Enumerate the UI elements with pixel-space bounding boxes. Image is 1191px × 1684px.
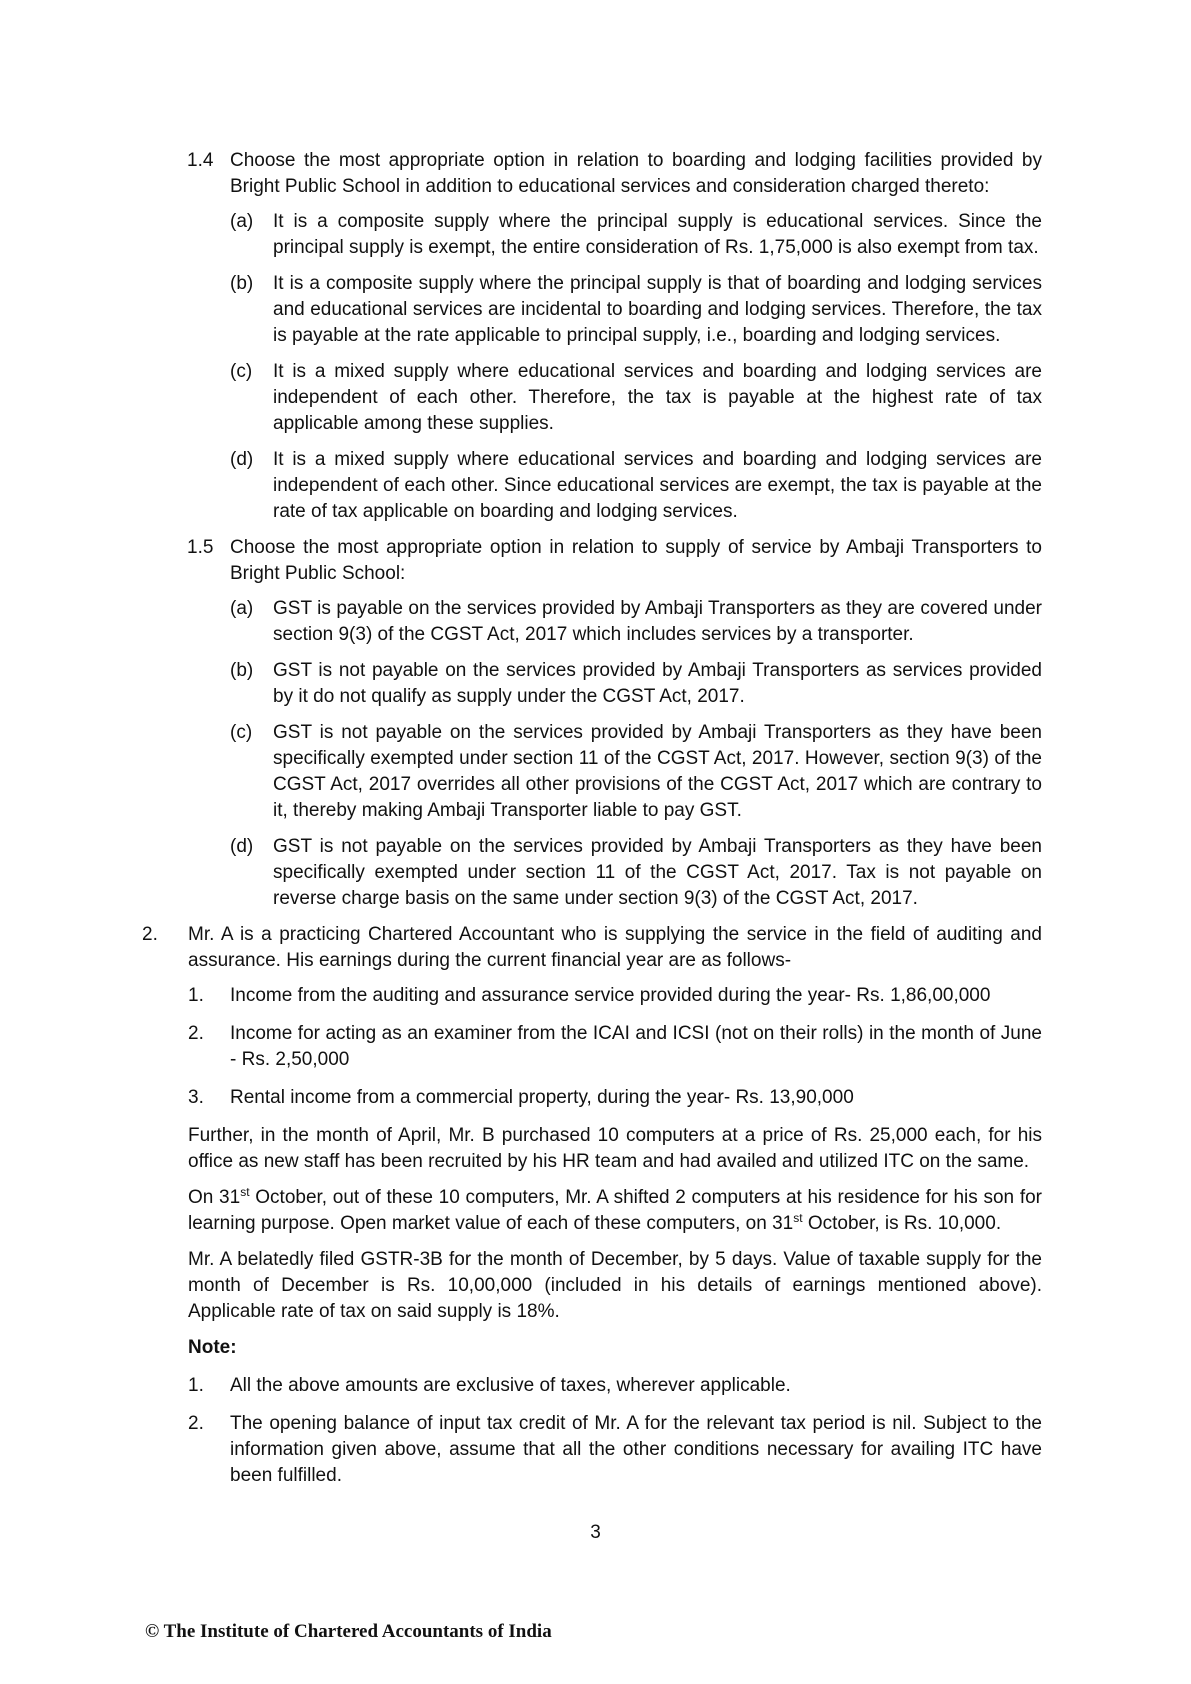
option-label: (a) [230, 211, 254, 232]
list-text: All the above amounts are exclusive of taxes, wherever applicable. [230, 1375, 791, 1396]
option-text: It is a composite supply where the principal supply is educational services. Since the principal supply is exempt, the entire consideration of Rs. 1,75,000 is also exempt from tax. [273, 211, 1042, 258]
option-text: GST is not payable on the services provided by Ambaji Transporters as they have been specifically exempted under section 11 of the CGST Act, 2017. However, section 9(3) of the CGST Act, 2017 overrides all other provisions of the CGST Act, 2017 which are contrary to it, thereby making Ambaji Transporter liable to pay GST. [273, 722, 1042, 821]
option-1-5-b [142, 658, 1042, 710]
list-number: 1. [188, 985, 204, 1006]
para-text: October, out of these 10 computers, Mr. A shifted 2 computers at his residence for his son for learning purpose. Open market value of each of these computers, on 31 [188, 1187, 1042, 1234]
option-text: It is a mixed supply where educational services and boarding and lodging services are independent of each other. Therefore, the tax is payable at the highest rate of tax applicable among these supplies. [273, 361, 1042, 434]
question-text: Mr. A is a practicing Chartered Accountant who is supplying the service in the field of auditing and assurance. His earnings during the current financial year are as follows- [188, 924, 1042, 971]
option-text: GST is not payable on the services provided by Ambaji Transporters as they have been specifically exempted under section 11 of the CGST Act, 2017. Tax is not payable on reverse charge basis on the same under section 9(3) of the CGST Act, 2017. [273, 836, 1042, 909]
list-number: 3. [188, 1087, 204, 1108]
gstr-3b-paragraph: Mr. A belatedly filed GSTR-3B for the month of December, by 5 days. Value of taxable supply for the month of December is Rs. 10,00,000 (included in his details of earnings mentioned above). Applicable rate of tax on said supply is 18%. [188, 1249, 1042, 1322]
earning-item-3 [142, 1085, 1042, 1111]
list-number: 1. [188, 1375, 204, 1396]
ordinal-suffix: st [793, 1211, 803, 1225]
option-label: (c) [230, 722, 253, 743]
option-text: GST is not payable on the services provided by Ambaji Transporters as services provided by it do not qualify as supply under the CGST Act, 2017. [273, 660, 1042, 707]
option-label: (d) [230, 836, 254, 857]
earning-item-1 [142, 983, 1042, 1009]
ordinal-suffix: st [240, 1185, 250, 1199]
note-item-1 [142, 1373, 1042, 1399]
option-label: (c) [230, 361, 253, 382]
list-text: Income from the auditing and assurance service provided during the year- Rs. 1,86,00,000 [230, 985, 991, 1006]
option-label: (d) [230, 449, 254, 470]
question-number: 1.5 [187, 537, 214, 558]
para-text: October, is Rs. 10,000. [802, 1213, 1002, 1234]
list-number: 2. [188, 1023, 204, 1044]
option-label: (b) [230, 660, 254, 681]
page-content [142, 148, 1042, 1501]
option-text: GST is payable on the services provided by Ambaji Transporters as they are covered under section 9(3) of the CGST Act, 2017 which includes services by a transporter. [273, 598, 1042, 645]
question-text: Choose the most appropriate option in relation to supply of service by Ambaji Transporters to Bright Public School: [230, 537, 1042, 584]
list-number: 2. [188, 1413, 204, 1434]
option-1-5-d [142, 834, 1042, 912]
option-label: (a) [230, 598, 254, 619]
computers-paragraph: Further, in the month of April, Mr. B purchased 10 computers at a price of Rs. 25,000 each, for his office as new staff has been recruited by his HR team and had availed and utilized ITC on the same. [188, 1125, 1042, 1172]
list-text: Income for acting as an examiner from the ICAI and ICSI (not on their rolls) in the month of June - Rs. 2,50,000 [230, 1023, 1042, 1070]
shifted-computers-paragraph [188, 1185, 1042, 1237]
list-text: The opening balance of input tax credit of Mr. A for the relevant tax period is nil. Subject to the information given above, assume that all the other conditions necessary for availing ITC have been fulfilled. [230, 1413, 1042, 1486]
para-text: On 31 [188, 1187, 241, 1208]
copyright-footer: © The Institute of Chartered Accountants of India [145, 1621, 552, 1642]
option-1-4-d [142, 447, 1042, 525]
question-text: Choose the most appropriate option in relation to boarding and lodging facilities provided by Bright Public School in addition to educational services and consideration charged thereto: [230, 150, 1042, 197]
option-1-4-c [142, 359, 1042, 437]
question-number: 2. [142, 924, 158, 945]
option-label: (b) [230, 273, 254, 294]
note-heading: Note: [188, 1337, 237, 1358]
option-text: It is a composite supply where the principal supply is that of boarding and lodging services and educational services are incidental to boarding and lodging services. Therefore, the tax is payable at the rate applicable to principal supply, i.e., boarding and lodging services. [273, 273, 1042, 346]
earning-item-2 [142, 1021, 1042, 1073]
option-text: It is a mixed supply where educational services and boarding and lodging services are independent of each other. Since educational services are exempt, the tax is payable at the rate of tax applicable on boarding and lodging services. [273, 449, 1042, 522]
option-1-5-c [142, 720, 1042, 824]
option-1-4-a [142, 209, 1042, 261]
question-1-4 [142, 148, 1042, 200]
note-item-2 [142, 1411, 1042, 1489]
option-1-5-a [142, 596, 1042, 648]
list-text: Rental income from a commercial property, during the year- Rs. 13,90,000 [230, 1087, 854, 1108]
question-2 [142, 922, 1042, 974]
option-1-4-b [142, 271, 1042, 349]
question-1-5 [142, 535, 1042, 587]
page-number: 3 [590, 1522, 601, 1543]
question-number: 1.4 [187, 150, 214, 171]
